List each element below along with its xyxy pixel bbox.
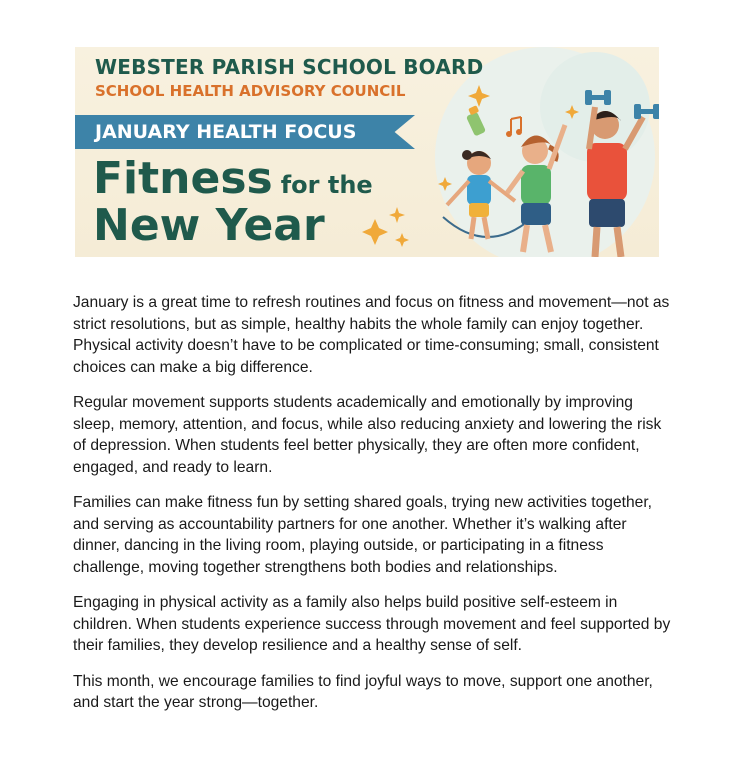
headline-line-1 <box>93 153 373 204</box>
paragraph: This month, we encourage families to find joyful ways to move, support one another, and start the year strong—together. <box>73 672 653 711</box>
article-body <box>73 292 673 728</box>
paragraph: January is a great time to refresh routines and focus on fitness and movement—not as strict resolutions, but as simple, healthy habits the whole family can enjoy together. Physical activity doesn’t have to be complicated or time-consuming; small, consistent choices can make a big difference. <box>73 294 670 376</box>
org-title: WEBSTER PARISH SCHOOL BOARD <box>95 55 484 79</box>
paragraph: Families can make fitness fun by setting shared goals, trying new activities together, and serving as accountability partners for one another. Whether it’s walking after dinner, dancing in the living room, playing outside, or participating in a fitness challenge, moving together strengthens both bodies and relationships. <box>73 494 652 576</box>
headline-line-2: New Year <box>93 200 325 251</box>
paragraph: Regular movement supports students academically and emotionally by improving sleep, memory, attention, and focus, while also reducing anxiety and lowering the risk of depression. When students feel better physically, they are often more confident, engaged, and ready to learn. <box>73 394 662 476</box>
council-title: SCHOOL HEALTH ADVISORY COUNCIL <box>95 82 406 100</box>
headline-for-the: for the <box>280 171 373 199</box>
paragraph: Engaging in physical activity as a family also helps build positive self-esteem in children. When students experience success through movement and feel supported by their families, they develop resilience and a healthy sense of self. <box>73 594 671 654</box>
headline-fitness: Fitness <box>93 153 273 204</box>
header-banner <box>75 47 659 257</box>
focus-label: JANUARY HEALTH FOCUS <box>95 121 357 143</box>
